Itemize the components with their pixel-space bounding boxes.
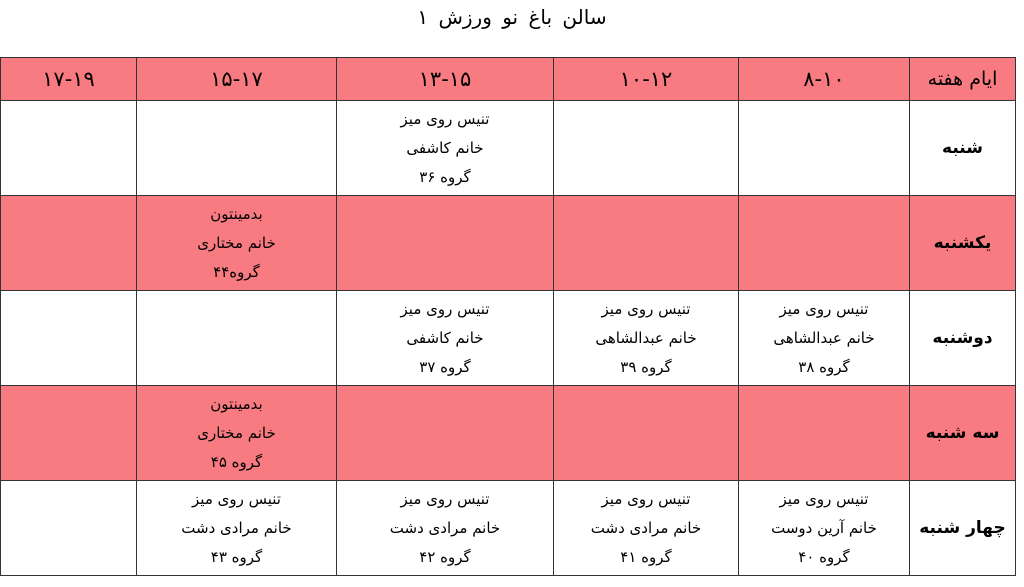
day-label: چهار شنبه	[910, 481, 1016, 576]
class-cell	[137, 196, 337, 291]
day-label: شنبه	[910, 101, 1016, 196]
empty-cell	[1, 481, 137, 576]
empty-cell	[337, 386, 554, 481]
instructor-name: خانم مختاری	[197, 423, 276, 442]
empty-cell	[554, 101, 739, 196]
slot-header: ۸-۱۰	[739, 58, 910, 101]
empty-cell	[739, 386, 910, 481]
empty-cell	[1, 196, 137, 291]
group-number: گروه ۴۳	[210, 547, 263, 566]
activity-name: تنیس روی میز	[400, 489, 490, 508]
class-cell	[337, 291, 554, 386]
activity-name: تنیس روی میز	[400, 109, 490, 128]
instructor-name: خانم عبدالشاهی	[773, 328, 875, 347]
class-cell	[337, 481, 554, 576]
header-row	[1, 58, 1016, 101]
schedule-table	[0, 57, 1016, 576]
group-number: گروه ۴۰	[798, 547, 850, 566]
slot-header: ۱۳-۱۵	[337, 58, 554, 101]
class-cell	[554, 481, 739, 576]
instructor-name: خانم مرادی دشت	[181, 518, 292, 537]
day-label: دوشنبه	[910, 291, 1016, 386]
activity-name: بدمینتون	[210, 204, 263, 223]
class-cell	[739, 481, 910, 576]
empty-cell	[554, 196, 739, 291]
group-number: گروه ۳۷	[419, 357, 471, 376]
group-number: گروه ۳۶	[419, 167, 471, 186]
class-cell	[337, 101, 554, 196]
empty-cell	[137, 101, 337, 196]
day-row	[1, 196, 1016, 291]
instructor-name: خانم کاشفی	[406, 138, 484, 157]
group-number: گروه ۴۵	[210, 452, 263, 471]
activity-name: تنیس روی میز	[779, 299, 869, 318]
instructor-name: خانم کاشفی	[406, 328, 484, 347]
class-cell	[554, 291, 739, 386]
day-label: یکشنبه	[910, 196, 1016, 291]
days-column-header: ایام هفته	[910, 58, 1016, 101]
day-row	[1, 291, 1016, 386]
group-number: گروه ۴۱	[620, 547, 672, 566]
activity-name: تنیس روی میز	[601, 299, 691, 318]
instructor-name: خانم عبدالشاهی	[595, 328, 697, 347]
day-label: سه شنبه	[910, 386, 1016, 481]
day-row	[1, 386, 1016, 481]
empty-cell	[739, 101, 910, 196]
instructor-name: خانم مختاری	[197, 233, 276, 252]
activity-name: بدمینتون	[210, 394, 263, 413]
group-number: گروه ۳۸	[798, 357, 850, 376]
slot-header: ۱۷-۱۹	[1, 58, 137, 101]
empty-cell	[554, 386, 739, 481]
empty-cell	[739, 196, 910, 291]
slot-header: ۱۰-۱۲	[554, 58, 739, 101]
instructor-name: خانم مرادی دشت	[389, 518, 501, 537]
class-cell	[739, 291, 910, 386]
activity-name: تنیس روی میز	[601, 489, 691, 508]
group-number: گروه ۳۹	[620, 357, 672, 376]
day-row	[1, 101, 1016, 196]
group-number: گروه ۴۲	[419, 547, 471, 566]
empty-cell	[1, 291, 137, 386]
empty-cell	[137, 291, 337, 386]
group-number: گروه۴۴	[213, 262, 260, 281]
empty-cell	[337, 196, 554, 291]
class-cell	[137, 386, 337, 481]
activity-name: تنیس روی میز	[192, 489, 281, 508]
page-title: سالن باغ نو ورزش ۱	[417, 5, 607, 29]
day-row	[1, 481, 1016, 576]
activity-name: تنیس روی میز	[400, 299, 490, 318]
instructor-name: خانم مرادی دشت	[590, 518, 702, 537]
empty-cell	[1, 101, 137, 196]
class-cell	[137, 481, 337, 576]
empty-cell	[1, 386, 137, 481]
activity-name: تنیس روی میز	[779, 489, 869, 508]
slot-header: ۱۵-۱۷	[137, 58, 337, 101]
instructor-name: خانم آرین دوست	[771, 518, 877, 537]
